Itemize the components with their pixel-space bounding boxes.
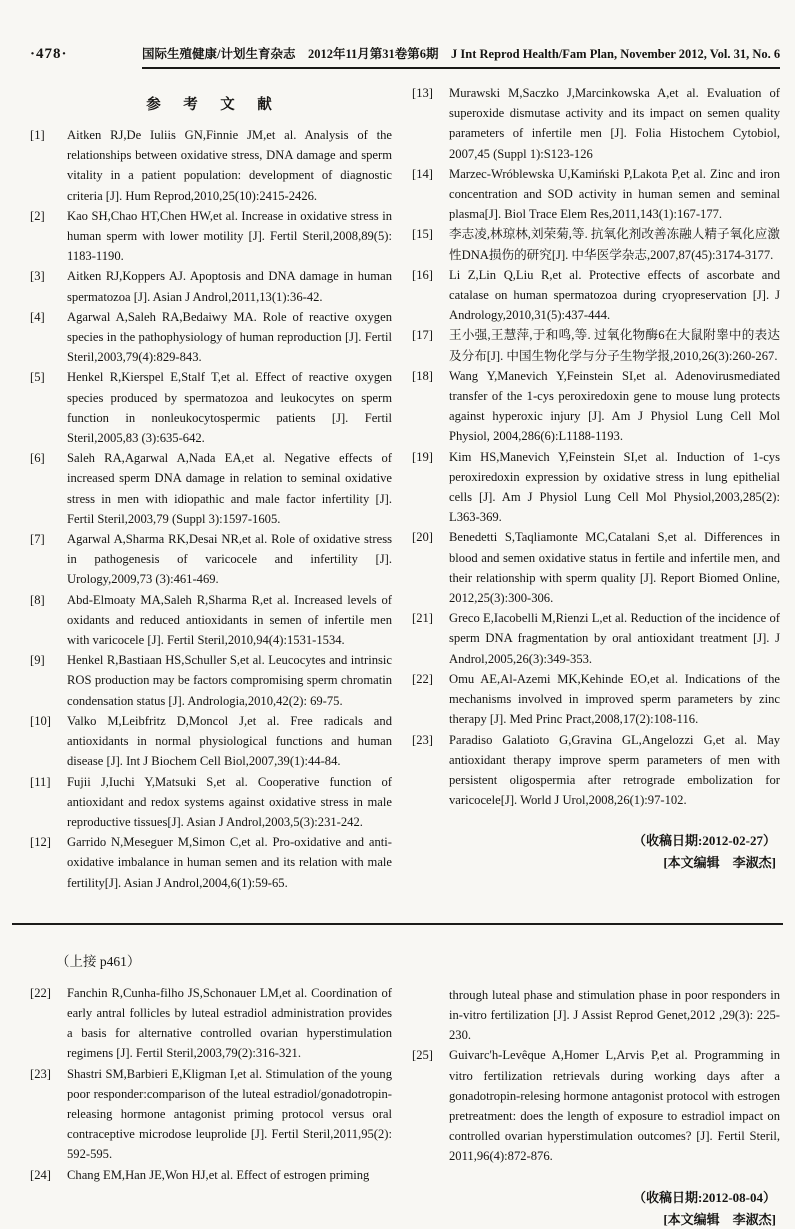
- reference-item: [412, 730, 780, 811]
- reference-number: [23]: [412, 732, 433, 747]
- section-divider: [12, 923, 783, 925]
- reference-item: [30, 711, 392, 772]
- reference-item: [412, 447, 780, 528]
- reference-number: [17]: [412, 328, 433, 343]
- reference-text: Fanchin R,Cunha-filho JS,Schonauer LM,et al. Coordination of early antral follicles by luteal estradiol administration provides a basis for alternative controlled ovarian hyperstimulation regimens [J]. Fertil Steril,2003,79(2):316-321.: [67, 985, 392, 1061]
- reference-number: [14]: [412, 166, 433, 181]
- reference-text: 王小强,王慧萍,于和鸣,等. 过氧化物酶6在大鼠附睾中的表达及分布[J]. 中国生物化学与分子生物学报,2010,26(3):260-267.: [449, 328, 780, 363]
- reference-number: [7]: [30, 532, 45, 547]
- references-right-column: [412, 83, 780, 810]
- continued-meta: [412, 1187, 780, 1229]
- reference-item: [30, 983, 392, 1064]
- reference-text: Henkel R,Kierspel E,Stalf T,et al. Effect of reactive oxygen species produced by spermatozoa and leukocytes on sperm function in nonleukocytospermic patients [J]. Fertil Steril,2005,83 (3):635-642.: [67, 370, 392, 446]
- continued-from-note: （上接 p461）: [56, 953, 141, 969]
- reference-text: Marzec-Wróblewska U,Kamiński P,Lakota P,et al. Zinc and iron concentration and SOD activity in human semen and seminal plasma[J]. Biol Trace Elem Res,2011,143(1):167-177.: [449, 166, 780, 222]
- reference-number: [22]: [30, 985, 51, 1000]
- reference-item: [412, 985, 780, 1046]
- references-meta: [412, 830, 780, 874]
- reference-number: [9]: [30, 653, 45, 668]
- references-left-column: [30, 125, 392, 893]
- reference-item: [30, 590, 392, 651]
- reference-number: [3]: [30, 269, 45, 284]
- reference-text: Saleh RA,Agarwal A,Nada EA,et al. Negative effects of increased sperm DNA damage in relation to seminal oxidative stress in men with idiopathic and male factor infertility [J]. Fertil Steril,2003,79 (Suppl 3):1597-1605.: [67, 451, 392, 526]
- reference-text: Abd-Elmoaty MA,Saleh R,Sharma R,et al. Increased levels of oxidants and reduced antioxidants in semen of infertile men with varicocele [J]. Fertil Steril,2010,94(4):1531-1534.: [67, 592, 392, 648]
- received-date: （收稿日期:2012-08-04）: [633, 1189, 776, 1205]
- reference-text: Fujii J,Iuchi Y,Matsuki S,et al. Cooperative function of antioxidant and redox systems against oxidative stress in male reproductive tissues[J]. Asian J Androl,2003,5(3):231-242.: [67, 774, 392, 829]
- reference-item: [30, 529, 392, 590]
- reference-item: [412, 164, 780, 225]
- reference-text: 李志凌,林琼林,刘荣菊,等. 抗氧化剂改善冻融人精子氧化应激性DNA损伤的研究[J]. 中华医学杂志,2007,87(45):3174-3177.: [449, 227, 780, 262]
- reference-number: [1]: [30, 128, 45, 142]
- reference-number: [19]: [412, 449, 433, 464]
- reference-number: [11]: [30, 774, 51, 789]
- reference-text: Wang Y,Manevich Y,Feinstein SI,et al. Adenovirusmediated transfer of the 1-cys peroxiredoxin gene to mouse lung protects against hyperoxic injury [J]. Am J Physiol Lung Cell Mol Physiol, 2004,286(6):L1188-1193.: [449, 368, 780, 444]
- reference-number: [412, 985, 442, 1046]
- reference-text: Aitken RJ,Koppers AJ. Apoptosis and DNA damage in human spermatozoa [J]. Asian J Androl,2011,13(1):36-42.: [67, 269, 392, 304]
- reference-number: [21]: [412, 611, 433, 626]
- reference-item: [412, 366, 780, 447]
- page-header: [30, 44, 780, 69]
- reference-number: [2]: [30, 208, 45, 223]
- reference-text: Guivarc'h-Levêque A,Homer L,Arvis P,et al. Programming in vitro fertilization retrievals during working days after a gonadotropin-relesing hormone antagonist protocol with estrogen pretreatment: does the length of exposure to estradiol impact on controlled ovarian hyperstimulation outcomes? [J]. Fertil Steril, 2011,96(4):872-876.: [449, 1048, 780, 1164]
- reference-number: [23]: [30, 1066, 51, 1081]
- continued-left-column: [30, 983, 392, 1185]
- reference-number: [8]: [30, 592, 45, 607]
- reference-item: [412, 608, 780, 669]
- reference-number: [24]: [30, 1167, 51, 1182]
- reference-number: [15]: [412, 227, 433, 242]
- reference-text: Chang EM,Han JE,Won HJ,et al. Effect of estrogen priming: [67, 1167, 370, 1182]
- reference-item: [30, 367, 392, 448]
- reference-number: [25]: [412, 1048, 433, 1063]
- reference-text: through luteal phase and stimulation phase in poor responders in in-vitro fertilization [J]. J Assist Reprod Genet,2012 ,29(3): 225-230.: [449, 987, 780, 1043]
- reference-text: Omu AE,Al-Azemi MK,Kehinde EO,et al. Indications of the mechanisms involved in improved sperm parameters by zinc therapy [J]. Med Princ Pract,2008,17(2):108-116.: [449, 671, 780, 727]
- reference-number: [13]: [412, 86, 433, 100]
- reference-text: Agarwal A,Saleh RA,Bedaiwy MA. Role of reactive oxygen species in the pathophysiology of human reproduction [J]. Fertil Steril,2003,79(4):829-843.: [67, 309, 392, 365]
- reference-item: [412, 265, 780, 326]
- reference-item: [412, 1045, 780, 1166]
- reference-text: Kim HS,Manevich Y,Feinstein SI,et al. Induction of 1-cys peroxiredoxin expression by oxidative stress in lung epithelial cells [J]. Am J Physiol Lung Cell Mol Physiol,2003,285(2): L363-369.: [449, 449, 780, 525]
- reference-item: [30, 266, 392, 306]
- reference-item: [30, 1165, 392, 1185]
- reference-text: Henkel R,Bastiaan HS,Schuller S,et al. Leucocytes and intrinsic ROS production may be factors compromising sperm chromatin condensation status [J]. Andrologia,2010,42(2): 69-75.: [67, 653, 392, 708]
- reference-text: Paradiso Galatioto G,Gravina GL,Angelozzi G,et al. May antioxidant therapy improve sperm parameters of men with persistent oligospermia after retrograde embolization for varicocele[J]. World J Urol,2008,26(1):97-102.: [449, 732, 780, 808]
- reference-item: [30, 125, 392, 206]
- reference-item: [30, 650, 392, 711]
- reference-text: Greco E,Iacobelli M,Rienzi L,et al. Reduction of the incidence of sperm DNA fragmentation by oral antioxidant treatment [J]. J Androl,2005,26(3):349-353.: [449, 611, 780, 666]
- continued-right-column: [412, 985, 780, 1167]
- continued-section: [30, 951, 780, 1229]
- reference-text: Garrido N,Meseguer M,Simon C,et al. Pro-oxidative and anti-oxidative imbalance in human semen and its relation with male fertility[J]. Asian J Androl,2004,6(1):59-65.: [67, 835, 392, 890]
- reference-number: [18]: [412, 368, 433, 383]
- reference-item: [30, 448, 392, 529]
- reference-text: Valko M,Leibfritz D,Moncol J,et al. Free radicals and antioxidants in normal physiological functions and human disease [J]. Int J Biochem Cell Biol,2007,39(1):44-84.: [67, 713, 392, 769]
- received-date: （收稿日期:2012-02-27）: [633, 833, 776, 849]
- reference-number: [5]: [30, 370, 45, 385]
- reference-number: [22]: [412, 671, 433, 686]
- reference-item: [30, 772, 392, 833]
- reference-number: [20]: [412, 530, 433, 545]
- journal-title-line: 国际生殖健康/计划生育杂志 2012年11月第31卷第6期 J Int Reprod Health/Fam Plan, November 2012, Vol. 31, No. 6: [142, 44, 780, 69]
- reference-item: [412, 83, 780, 164]
- references-section: [30, 83, 780, 893]
- reference-text: Agarwal A,Sharma RK,Desai NR,et al. Role of oxidative stress in pathogenesis of varicocele and infertility [J]. Urology,2009,73 (3):461-469.: [67, 532, 392, 587]
- reference-item: [30, 307, 392, 368]
- reference-item: [30, 1064, 392, 1165]
- reference-text: Shastri SM,Barbieri E,Kligman I,et al. Stimulation of the young poor responder:comparison of the luteal estradiol/gonadotropin-releasing hormone antagonist priming protocol versus oral contraceptive microdose leuprolide [J]. Fertil Steril,2011,95(2): 592-595.: [67, 1066, 392, 1162]
- page-number: ·478·: [30, 46, 68, 62]
- reference-item: [412, 527, 780, 608]
- reference-item: [412, 224, 780, 264]
- reference-number: [6]: [30, 451, 45, 466]
- references-title: 参 考 文 献: [146, 97, 276, 113]
- reference-number: [12]: [30, 835, 51, 850]
- editor-note: [本文编辑 李淑杰]: [663, 855, 776, 871]
- reference-text: Kao SH,Chao HT,Chen HW,et al. Increase in oxidative stress in human sperm with lower motility [J]. Fertil Steril,2008,89(5): 1183-1190.: [67, 208, 392, 264]
- editor-note: [本文编辑 李淑杰]: [663, 1211, 776, 1227]
- reference-text: Aitken RJ,De Iuliis GN,Finnie JM,et al. Analysis of the relationships between oxidative stress, DNA damage and sperm vitality in a patient population: development of diagnostic criteria [J]. Hum Reprod,2010,25(10):2415-2426.: [67, 128, 392, 203]
- reference-text: Murawski M,Saczko J,Marcinkowska A,et al. Evaluation of superoxide dismutase activity and its impact on semen quality parameters of infertile men [J]. Folia Histochem Cytobiol, 2007,45 (Suppl 1):S123-126: [449, 86, 780, 161]
- reference-item: [30, 832, 392, 893]
- reference-item: [30, 206, 392, 267]
- reference-text: Benedetti S,Taqliamonte MC,Catalani S,et al. Differences in blood and semen oxidative status in fertile and infertile men, and their relationship with sperm quality [J]. Report Biomed Online, 2012,25(3):300-306.: [449, 530, 780, 606]
- reference-text: Li Z,Lin Q,Liu R,et al. Protective effects of ascorbate and catalase on human spermatozoa during cryopreservation [J]. J Andrology,2010,31(5):437-444.: [449, 267, 780, 323]
- reference-number: [10]: [30, 713, 51, 728]
- reference-number: [16]: [412, 267, 433, 282]
- reference-item: [412, 325, 780, 365]
- reference-item: [412, 669, 780, 730]
- reference-number: [4]: [30, 309, 45, 324]
